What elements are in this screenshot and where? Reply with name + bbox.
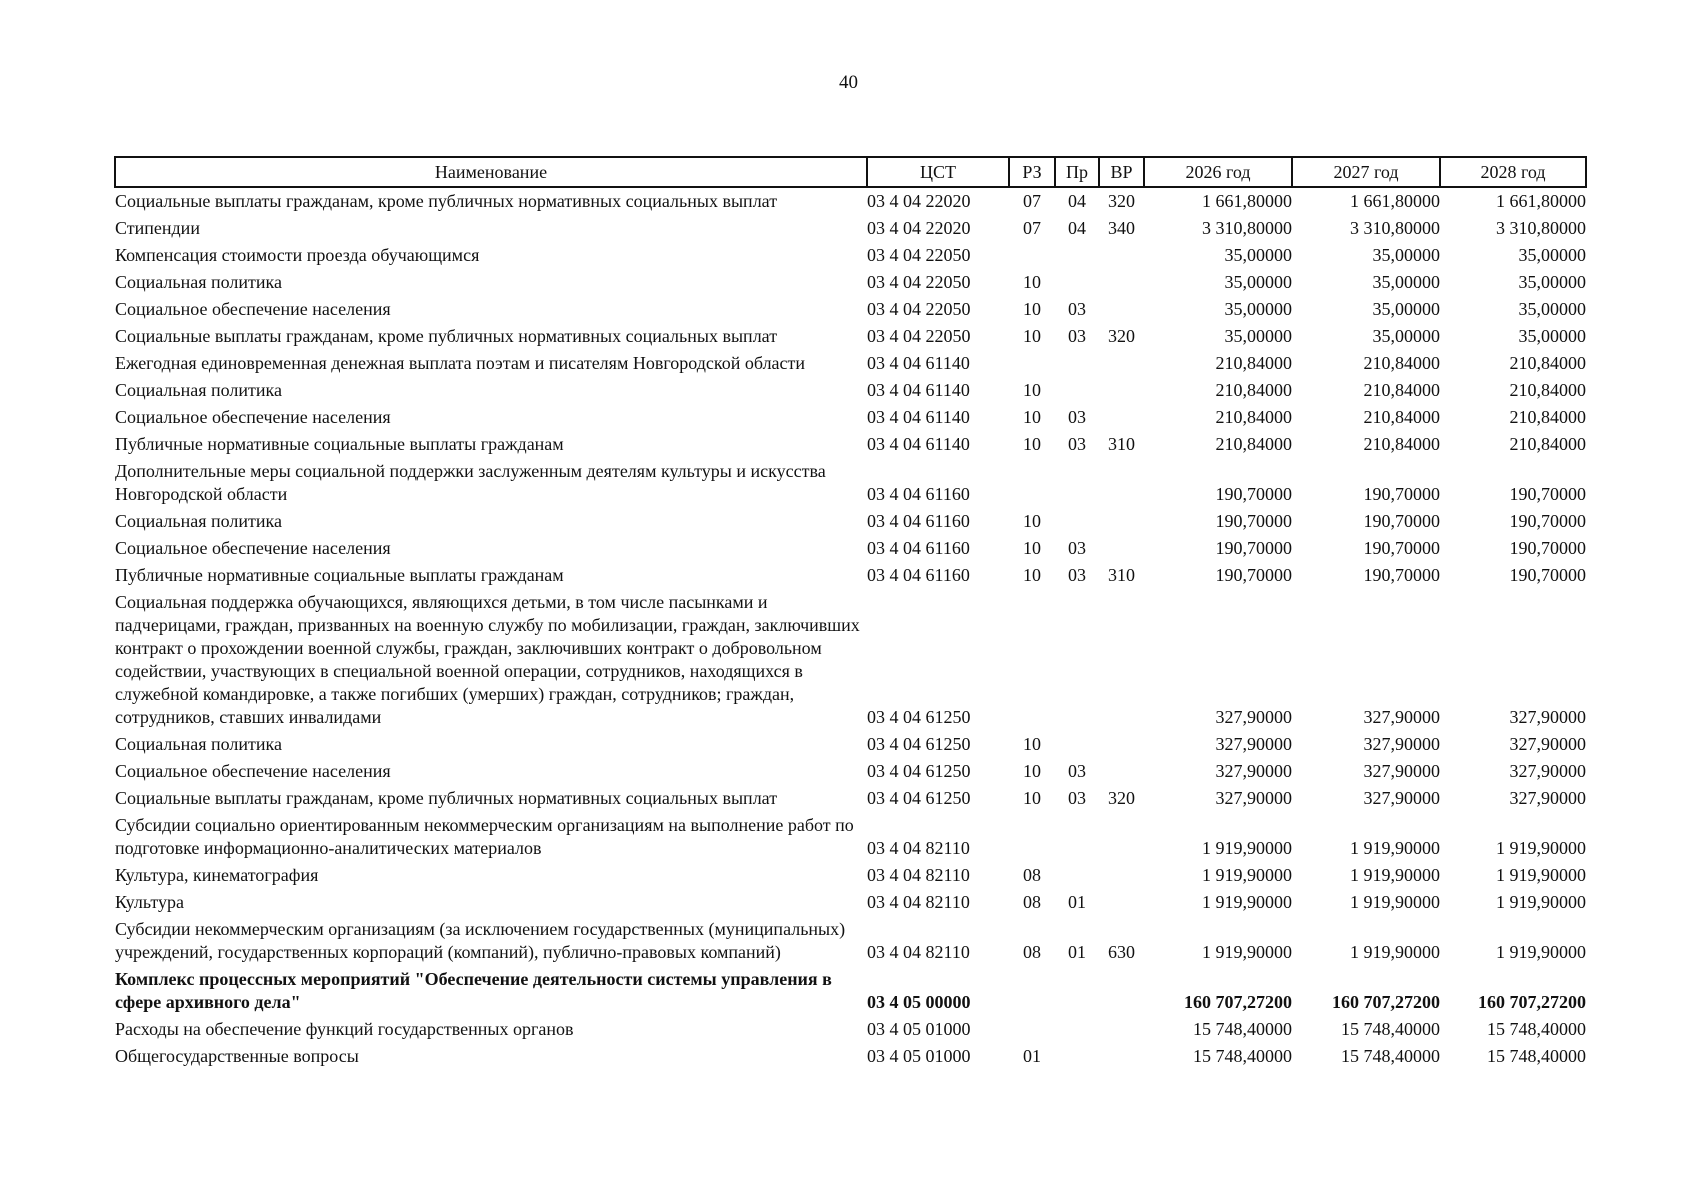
cell-2028: 15 748,40000 [1487, 1046, 1586, 1066]
cell-2028: 210,84000 [1509, 434, 1586, 454]
table-row [115, 785, 1586, 812]
cell-vr [1099, 731, 1144, 758]
cell-cst: 03 4 04 82110 [867, 942, 970, 962]
cell-pr: 03 [1068, 761, 1086, 781]
cell-2027: 35,00000 [1372, 299, 1440, 319]
cell-2026: 35,00000 [1224, 272, 1292, 292]
cell-name: Социальные выплаты гражданам, кроме публичных нормативных социальных выплат [115, 788, 778, 808]
cell-name: Культура [115, 892, 184, 912]
cell-cst: 03 4 04 22050 [867, 326, 971, 346]
cell-2027: 3 310,80000 [1350, 218, 1440, 238]
cell-2028: 327,90000 [1509, 788, 1586, 808]
cell-cst: 03 4 04 61160 [867, 538, 970, 558]
table-row [115, 1043, 1586, 1070]
cell-pr [1055, 1043, 1099, 1070]
cell-2027: 35,00000 [1372, 326, 1440, 346]
cell-pr [1055, 589, 1099, 731]
cell-rz: 07 [1023, 218, 1041, 238]
cell-2028: 1 919,90000 [1496, 892, 1586, 912]
cell-rz [1009, 966, 1055, 1016]
cell-cst: 03 4 04 61250 [867, 761, 971, 781]
cell-pr: 01 [1068, 892, 1086, 912]
table-row [115, 1016, 1586, 1043]
table-row [115, 535, 1586, 562]
cell-2026: 327,90000 [1215, 761, 1292, 781]
cell-2028: 190,70000 [1509, 484, 1586, 504]
cell-rz: 10 [1023, 326, 1041, 346]
cell-cst: 03 4 04 82110 [867, 838, 970, 858]
cell-pr: 03 [1068, 538, 1086, 558]
cell-2028: 210,84000 [1509, 380, 1586, 400]
cell-name: Социальная политика [115, 380, 282, 400]
cell-rz: 10 [1023, 272, 1041, 292]
cell-pr: 03 [1068, 434, 1086, 454]
cell-2027: 210,84000 [1363, 434, 1440, 454]
cell-rz: 10 [1023, 788, 1041, 808]
cell-name: Социальное обеспечение населения [115, 538, 391, 558]
cell-pr [1055, 1016, 1099, 1043]
cell-cst: 03 4 04 61160 [867, 511, 970, 531]
cell-name: Социальные выплаты гражданам, кроме публичных нормативных социальных выплат [115, 326, 778, 346]
cell-name: Расходы на обеспечение функций государственных органов [115, 1019, 574, 1039]
cell-vr [1099, 589, 1144, 731]
cell-2028: 210,84000 [1509, 353, 1586, 373]
cell-rz [1009, 458, 1055, 508]
cell-2026: 1 919,90000 [1202, 892, 1292, 912]
table-row [115, 458, 1586, 508]
cell-2028: 35,00000 [1518, 272, 1586, 292]
table-row [115, 404, 1586, 431]
cell-rz: 10 [1023, 511, 1041, 531]
table-row [115, 758, 1586, 785]
cell-name: Дополнительные меры социальной поддержки заслуженным деятелям культуры и искусства Новгородской области [115, 461, 826, 504]
cell-2026: 35,00000 [1224, 299, 1292, 319]
header-name: Наименование [115, 157, 867, 187]
cell-2026: 210,84000 [1215, 353, 1292, 373]
cell-vr [1099, 377, 1144, 404]
cell-rz: 10 [1023, 734, 1041, 754]
cell-rz: 10 [1023, 380, 1041, 400]
table-row [115, 242, 1586, 269]
cell-pr: 03 [1068, 326, 1086, 346]
cell-cst: 03 4 04 61250 [867, 734, 971, 754]
cell-2026: 210,84000 [1215, 434, 1292, 454]
header-2028: 2028 год [1440, 157, 1586, 187]
table-body [115, 187, 1586, 1070]
table-row [115, 431, 1586, 458]
cell-vr [1099, 296, 1144, 323]
cell-2028: 210,84000 [1509, 407, 1586, 427]
cell-2026: 327,90000 [1215, 707, 1292, 727]
cell-2026: 1 919,90000 [1202, 865, 1292, 885]
budget-table [114, 156, 1587, 1070]
cell-vr [1099, 508, 1144, 535]
table-row [115, 589, 1586, 731]
cell-2027: 190,70000 [1363, 484, 1440, 504]
cell-cst: 03 4 04 22020 [867, 218, 971, 238]
cell-vr [1099, 458, 1144, 508]
cell-name: Социальная политика [115, 511, 282, 531]
cell-cst: 03 4 05 01000 [867, 1019, 971, 1039]
cell-vr [1099, 535, 1144, 562]
cell-name: Субсидии социально ориентированным некоммерческим организациям на выполнение работ по подготовке информационно-аналитических материалов [115, 815, 854, 858]
cell-2027: 327,90000 [1363, 734, 1440, 754]
table-row [115, 187, 1586, 215]
cell-vr: 340 [1108, 218, 1135, 238]
cell-2026: 190,70000 [1215, 565, 1292, 585]
cell-2027: 15 748,40000 [1341, 1019, 1440, 1039]
cell-cst: 03 4 04 22050 [867, 299, 971, 319]
cell-pr [1055, 731, 1099, 758]
cell-2026: 35,00000 [1224, 245, 1292, 265]
cell-name: Компенсация стоимости проезда обучающимся [115, 245, 480, 265]
cell-2028: 3 310,80000 [1496, 218, 1586, 238]
cell-2027: 327,90000 [1363, 788, 1440, 808]
cell-vr: 310 [1108, 434, 1135, 454]
cell-2027: 1 919,90000 [1350, 865, 1440, 885]
cell-2027: 210,84000 [1363, 380, 1440, 400]
cell-rz: 10 [1023, 761, 1041, 781]
cell-rz: 10 [1023, 565, 1041, 585]
cell-2027: 35,00000 [1372, 272, 1440, 292]
cell-vr [1099, 889, 1144, 916]
cell-name: Стипендии [115, 218, 200, 238]
table-row [115, 215, 1586, 242]
cell-2028: 35,00000 [1518, 299, 1586, 319]
cell-2026: 210,84000 [1215, 380, 1292, 400]
cell-cst: 03 4 04 22020 [867, 191, 971, 211]
cell-2026: 190,70000 [1215, 538, 1292, 558]
cell-2026: 35,00000 [1224, 326, 1292, 346]
cell-cst: 03 4 04 61250 [867, 707, 971, 727]
cell-name: Социальная политика [115, 734, 282, 754]
cell-2026: 210,84000 [1215, 407, 1292, 427]
cell-2028: 327,90000 [1509, 734, 1586, 754]
cell-2028: 1 661,80000 [1496, 191, 1586, 211]
header-row [115, 157, 1586, 187]
cell-pr [1055, 508, 1099, 535]
cell-pr [1055, 377, 1099, 404]
cell-cst: 03 4 04 61140 [867, 353, 970, 373]
table-row [115, 508, 1586, 535]
cell-pr [1055, 350, 1099, 377]
cell-vr: 630 [1108, 942, 1135, 962]
cell-2027: 327,90000 [1363, 707, 1440, 727]
header-2027: 2027 год [1292, 157, 1440, 187]
cell-2028: 190,70000 [1509, 565, 1586, 585]
cell-2026: 190,70000 [1215, 511, 1292, 531]
cell-2028: 15 748,40000 [1487, 1019, 1586, 1039]
table-row [115, 377, 1586, 404]
cell-2026: 327,90000 [1215, 788, 1292, 808]
cell-rz: 10 [1023, 538, 1041, 558]
cell-2026: 1 919,90000 [1202, 942, 1292, 962]
cell-2027: 190,70000 [1363, 511, 1440, 531]
cell-vr [1099, 758, 1144, 785]
cell-vr [1099, 862, 1144, 889]
cell-2026: 1 661,80000 [1202, 191, 1292, 211]
cell-name: Социальные выплаты гражданам, кроме публичных нормативных социальных выплат [115, 191, 778, 211]
cell-name: Общегосударственные вопросы [115, 1046, 359, 1066]
cell-2027: 1 919,90000 [1350, 838, 1440, 858]
cell-rz [1009, 589, 1055, 731]
cell-2027: 190,70000 [1363, 565, 1440, 585]
table-row [115, 812, 1586, 862]
cell-cst: 03 4 04 82110 [867, 865, 970, 885]
cell-2027: 1 919,90000 [1350, 942, 1440, 962]
table-header [115, 157, 1586, 187]
cell-name: Публичные нормативные социальные выплаты гражданам [115, 565, 564, 585]
cell-2028: 160 707,27200 [1478, 992, 1586, 1012]
cell-2028: 1 919,90000 [1496, 838, 1586, 858]
cell-vr [1099, 404, 1144, 431]
cell-pr: 03 [1068, 788, 1086, 808]
cell-2028: 35,00000 [1518, 326, 1586, 346]
cell-rz: 10 [1023, 407, 1041, 427]
cell-cst: 03 4 04 22050 [867, 272, 971, 292]
header-rz: РЗ [1009, 157, 1055, 187]
table-row [115, 323, 1586, 350]
cell-cst: 03 4 04 61160 [867, 565, 970, 585]
cell-name: Публичные нормативные социальные выплаты гражданам [115, 434, 564, 454]
table-row [115, 350, 1586, 377]
cell-2027: 1 661,80000 [1350, 191, 1440, 211]
cell-2027: 190,70000 [1363, 538, 1440, 558]
table-row [115, 731, 1586, 758]
cell-vr: 320 [1108, 788, 1135, 808]
cell-cst: 03 4 04 61140 [867, 380, 970, 400]
cell-rz [1009, 350, 1055, 377]
cell-2027: 15 748,40000 [1341, 1046, 1440, 1066]
cell-pr: 03 [1068, 299, 1086, 319]
header-vr: ВР [1099, 157, 1144, 187]
cell-2028: 190,70000 [1509, 538, 1586, 558]
cell-2026: 160 707,27200 [1184, 992, 1292, 1012]
cell-vr [1099, 350, 1144, 377]
cell-pr: 01 [1068, 942, 1086, 962]
cell-rz [1009, 242, 1055, 269]
table-row [115, 562, 1586, 589]
cell-pr: 04 [1068, 218, 1086, 238]
cell-cst: 03 4 04 61160 [867, 484, 970, 504]
cell-2028: 35,00000 [1518, 245, 1586, 265]
header-pr: Пр [1055, 157, 1099, 187]
cell-rz: 01 [1023, 1046, 1041, 1066]
cell-rz [1009, 812, 1055, 862]
cell-cst: 03 4 04 61250 [867, 788, 971, 808]
cell-2028: 327,90000 [1509, 761, 1586, 781]
cell-cst: 03 4 04 82110 [867, 892, 970, 912]
page-number: 40 [839, 72, 858, 93]
cell-2026: 15 748,40000 [1193, 1019, 1292, 1039]
cell-vr [1099, 269, 1144, 296]
cell-name: Социальное обеспечение населения [115, 761, 391, 781]
cell-2028: 327,90000 [1509, 707, 1586, 727]
cell-rz: 07 [1023, 191, 1041, 211]
cell-rz [1009, 1016, 1055, 1043]
cell-vr: 310 [1108, 565, 1135, 585]
cell-vr [1099, 812, 1144, 862]
table-row [115, 889, 1586, 916]
cell-pr: 03 [1068, 565, 1086, 585]
cell-rz: 10 [1023, 299, 1041, 319]
cell-cst: 03 4 05 00000 [867, 992, 971, 1012]
cell-2027: 327,90000 [1363, 761, 1440, 781]
cell-2027: 210,84000 [1363, 407, 1440, 427]
cell-pr [1055, 862, 1099, 889]
cell-pr [1055, 966, 1099, 1016]
cell-name: Социальная поддержка обучающихся, являющихся детьми, в том числе пасынками и падчерицами, граждан, призванных на военную службу по мобилизации, граждан, заключивших контракт о прохождении военной службы, граждан, заключивших контракт о добровольном содействии, участвующих в специальной военной операции, сотрудников, находящихся в служебной командировке, а также погибших (умерших) граждан, сотрудников; граждан, сотрудников, ставших инвалидами [115, 592, 860, 727]
cell-cst: 03 4 05 01000 [867, 1046, 971, 1066]
cell-name: Социальное обеспечение населения [115, 299, 391, 319]
cell-pr [1055, 812, 1099, 862]
cell-vr [1099, 242, 1144, 269]
cell-rz: 08 [1023, 942, 1041, 962]
cell-rz: 08 [1023, 865, 1041, 885]
cell-name: Социальная политика [115, 272, 282, 292]
cell-vr [1099, 966, 1144, 1016]
cell-vr: 320 [1108, 191, 1135, 211]
table-row [115, 966, 1586, 1016]
header-cst: ЦСТ [867, 157, 1009, 187]
cell-2026: 190,70000 [1215, 484, 1292, 504]
cell-name: Ежегодная единовременная денежная выплата поэтам и писателям Новгородской области [115, 353, 806, 373]
cell-vr: 320 [1108, 326, 1135, 346]
cell-rz: 08 [1023, 892, 1041, 912]
cell-vr [1099, 1016, 1144, 1043]
cell-rz: 10 [1023, 434, 1041, 454]
table-row [115, 916, 1586, 966]
cell-2028: 1 919,90000 [1496, 942, 1586, 962]
table-row [115, 269, 1586, 296]
cell-pr: 03 [1068, 407, 1086, 427]
cell-cst: 03 4 04 22050 [867, 245, 971, 265]
cell-name: Субсидии некоммерческим организациям (за исключением государственных (муниципальных) учреждений, государственных корпораций (компаний), публично-правовых компаний) [115, 919, 846, 962]
cell-2027: 160 707,27200 [1332, 992, 1440, 1012]
cell-2026: 1 919,90000 [1202, 838, 1292, 858]
cell-2028: 190,70000 [1509, 511, 1586, 531]
cell-pr [1055, 458, 1099, 508]
cell-vr [1099, 1043, 1144, 1070]
cell-2028: 1 919,90000 [1496, 865, 1586, 885]
header-2026: 2026 год [1144, 157, 1292, 187]
cell-pr: 04 [1068, 191, 1086, 211]
cell-cst: 03 4 04 61140 [867, 407, 970, 427]
cell-name: Культура, кинематография [115, 865, 319, 885]
cell-2026: 3 310,80000 [1202, 218, 1292, 238]
cell-2027: 210,84000 [1363, 353, 1440, 373]
cell-name: Комплекс процессных мероприятий "Обеспечение деятельности системы управления в сфере архивного дела" [115, 969, 832, 1012]
cell-2027: 35,00000 [1372, 245, 1440, 265]
table-row [115, 862, 1586, 889]
cell-2027: 1 919,90000 [1350, 892, 1440, 912]
cell-name: Социальное обеспечение населения [115, 407, 391, 427]
cell-2026: 15 748,40000 [1193, 1046, 1292, 1066]
cell-cst: 03 4 04 61140 [867, 434, 970, 454]
table-row [115, 296, 1586, 323]
cell-pr [1055, 242, 1099, 269]
cell-2026: 327,90000 [1215, 734, 1292, 754]
cell-pr [1055, 269, 1099, 296]
